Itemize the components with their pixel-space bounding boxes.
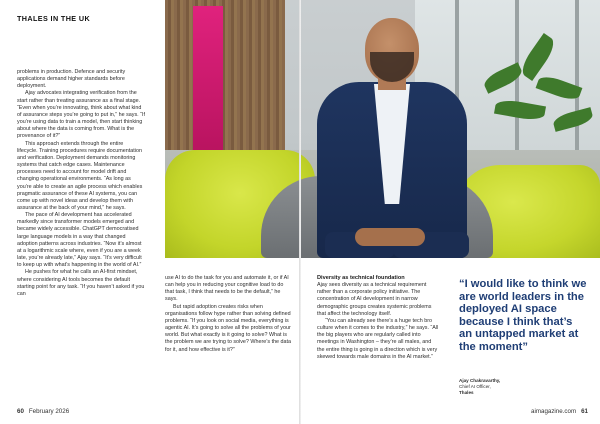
- pull-quote: “I would like to think we are world leaders in the deployed AI space because I think that’s an untapped market at the moment”: [459, 278, 587, 353]
- paragraph: Ajay sees diversity as a technical requirement rather than a corporate policy initiative. The concentration of AI development in narrow demographic groups creates systemic problems that affect the technology itself.: [317, 282, 432, 317]
- photo-magenta-banner: [193, 6, 223, 154]
- page-number: 60: [17, 408, 24, 415]
- subheading: Diversity as technical foundation: [317, 275, 405, 281]
- folio-right: [531, 408, 588, 415]
- body-column-left: [17, 69, 145, 298]
- paragraph: This approach extends through the entire lifecycle. Training procedures require documentation and verification. Deployment demands monitoring systems that catch edge cases. Maintenance processes need to account for model drift and changing operational environments. “As long as you’re able to create an agile process which enables pragmatic assurance of these AI systems, you can come up with novel ideas and develop them with assurance at the back of your mind,” he says.: [17, 140, 143, 211]
- photo-person-hands: [355, 228, 425, 246]
- paragraph: He pushes for what he calls an AI-first mindset, where considering AI tools becomes the default starting point for any task. “If you haven’t asked if you can: [17, 269, 145, 297]
- section-tag: THALES IN THE UK: [17, 14, 91, 23]
- quote-attribution: [459, 378, 587, 395]
- portrait-photo: [165, 0, 600, 258]
- attribution-title: Chief AI Officer,: [459, 383, 491, 389]
- site-name: aimagazine.com: [531, 408, 577, 415]
- attribution-name: Ajay Chakravarthy,: [459, 378, 501, 383]
- paragraph: The pace of AI development has accelerated markedly since transformer models emerged and became widely accessible. ChatGPT democratised large language models in a way that changed adoption patterns across industries. “Now it’s almost at a logarithmic scale where, even if you are a week late, you’re already late,” Ajay says. “It’s very difficult to keep up with what’s happening in the world of AI.”: [17, 212, 142, 269]
- page-gutter: [299, 0, 301, 424]
- folio-left: [17, 408, 69, 415]
- body-column-right: [317, 275, 439, 361]
- attribution-org: Thales: [459, 389, 474, 395]
- page-number: 61: [581, 408, 588, 415]
- paragraph: But rapid adoption creates risks when organisations follow hype rather than solving defined problems. “If you look on social media, everything is agentic AI. It’s going to solve all the problems of your world. But what exactly is it going to solve? What is the problem we are trying to solve? Where’s the data for it, and how effective is it?”: [165, 303, 292, 353]
- photo-wood-wall: [165, 0, 285, 150]
- paragraph: “You can already see there’s a huge tech bro culture when it comes to the industry,” he says. “All the big players who are regularly called into meetings in Washington – they’re all males, and the entire thing is going in a direction which is very skewed towards male domains in the AI market.”: [317, 317, 439, 360]
- paragraph: Ajay advocates integrating verification from the start rather than treating assurance as a final stage. “Even when you’re innovating, think about what kind of assurance steps you’re going to put in,” he says. “If you’re using data to train a model, then start thinking about where the data is coming from. What is the provenance of it?”: [17, 90, 145, 140]
- body-column-middle: [165, 275, 293, 354]
- paragraph: use AI to do the task for you and automate it, or if AI can help you in reducing your cognitive load to do that task, I think that needs to be the default,” he says.: [165, 275, 289, 303]
- photo-window-frame: [575, 0, 579, 150]
- paragraph: problems in production. Defence and security applications demand higher standards before deployment.: [17, 69, 126, 90]
- issue-date: February 2026: [28, 408, 70, 415]
